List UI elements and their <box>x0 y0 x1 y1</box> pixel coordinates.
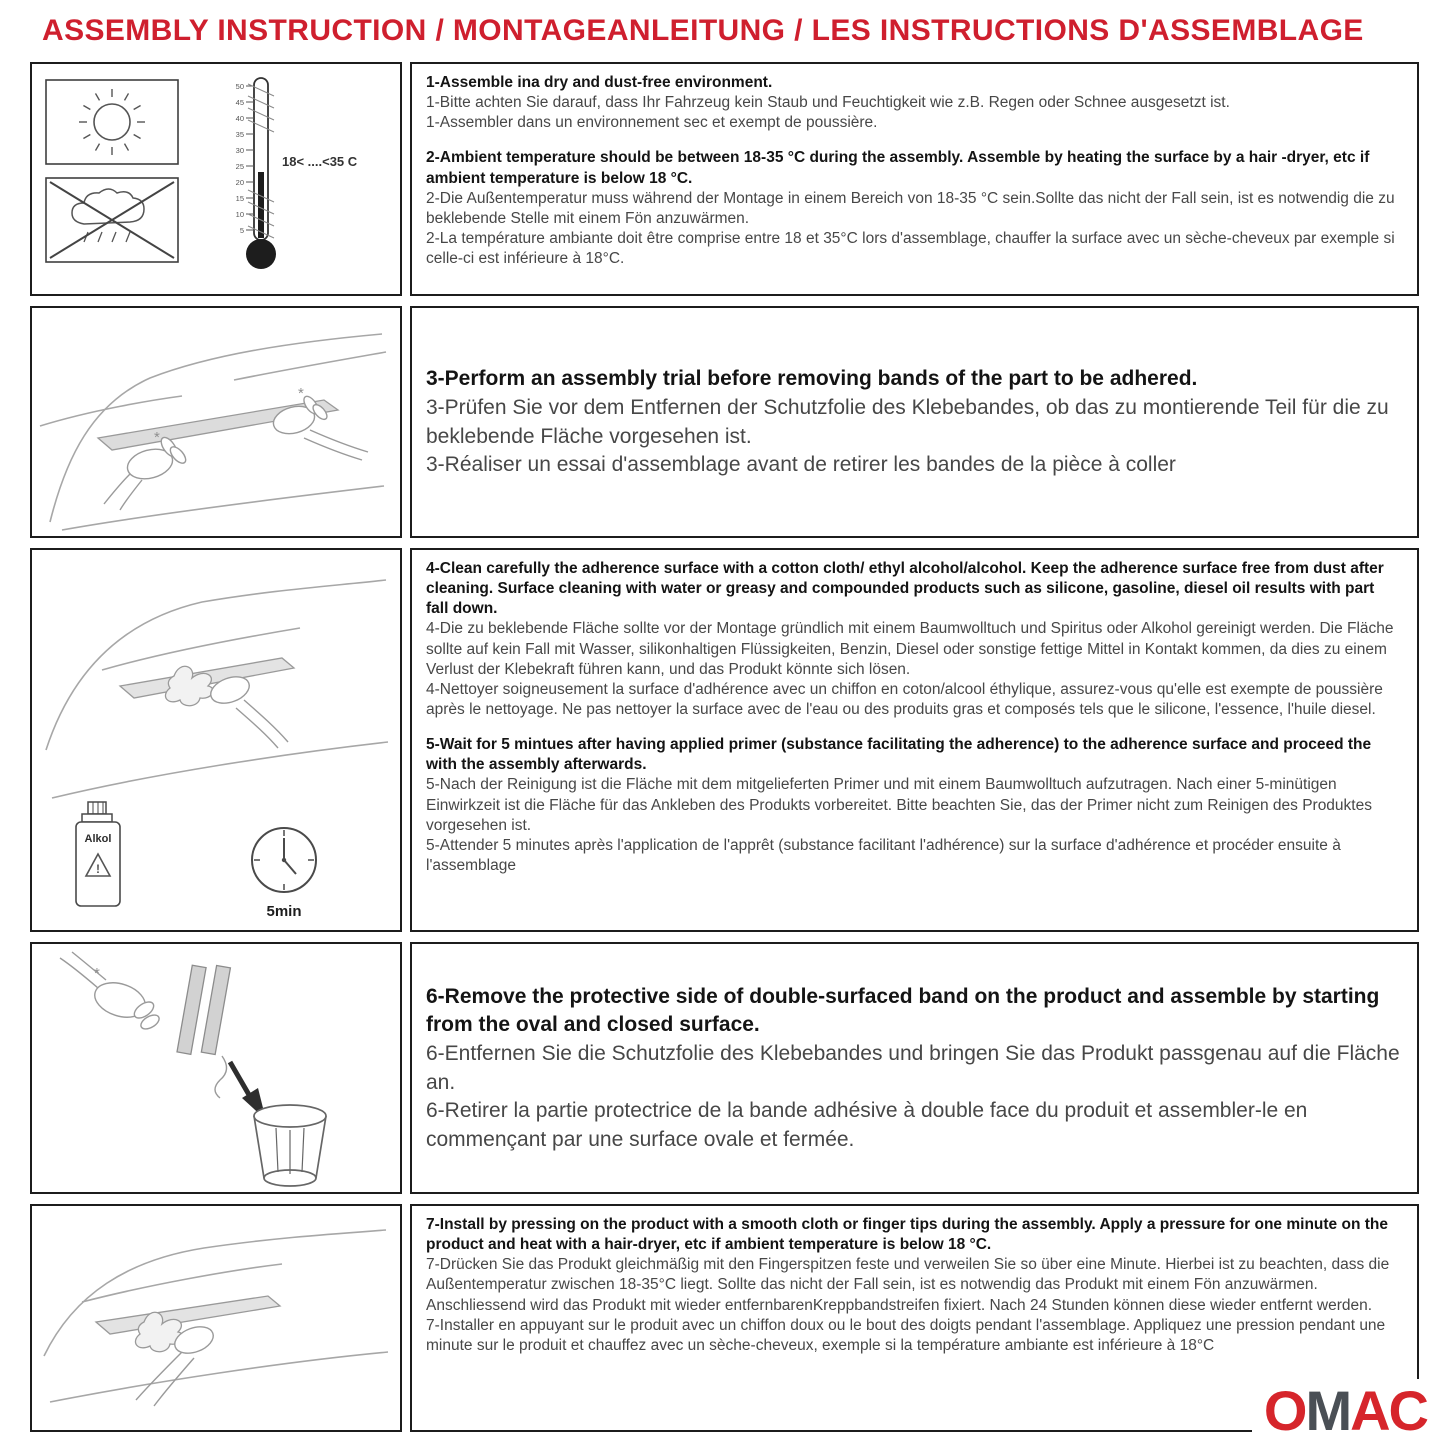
instruction-1-de: 1-Bitte achten Sie darauf, dass Ihr Fahrzeug kein Staub und Feuchtigkeit wie z.B. Regen oder Schnee ausgesetzt ist. <box>426 94 1230 112</box>
logo-letter-o: O <box>1263 1379 1306 1442</box>
svg-text:50: 50 <box>235 82 244 91</box>
step-row-7 <box>30 1204 1419 1432</box>
logo-letter-m: M <box>1305 1379 1351 1442</box>
instruction-2-en: 2-Ambient temperature should be between 18-35 °C during the assembly. Assemble by heating the surface by a hair -dryer, etc if ambient temperature is below 18 °C. <box>426 149 1370 187</box>
logo-letter-a: A <box>1350 1379 1389 1442</box>
instruction-4-fr: 4-Nettoyer soigneusement la surface d'adhérence avec un chiffon en coton/alcool éthylique, assurez-vous qu'elle est exempte de poussière après le nettoyage. Ne pas nettoyer la surface avec de l'eau ou des produits gras et composés tels que le silicone, l'essence, l'huile diesel. <box>426 680 1383 718</box>
svg-text:15: 15 <box>235 194 244 203</box>
press-install-svg <box>32 1206 400 1430</box>
wait-time-label: 5min <box>266 903 302 920</box>
instruction-3-fr: 3-Réaliser un essai d'assemblage avant de retirer les bandes de la pièce à coller <box>426 453 1176 477</box>
sparkle-mark: * <box>94 965 100 982</box>
instruction-2-fr: 2-La température ambiante doit être comprise entre 18 et 35°C lors d'assemblage, chauffer la surface avec un sèche-cheveux par exemple si celle-ci est inférieure à 18°C. <box>426 229 1395 268</box>
instruction-block-1 <box>426 73 1401 133</box>
cleaning-illustration <box>30 548 402 932</box>
instruction-block-5 <box>426 735 1401 876</box>
instruction-7-fr: 7-Installer en appuyant sur le produit avec un chiffon doux ou le bout des doigts pendant l'assemblage. Appliquez une pression pendant une minute sur le produit et chauffez avec un sèche-cheveux, exemple si la température ambiante est inférieure à 18°C <box>426 1316 1386 1354</box>
trash-can-icon <box>254 1105 326 1186</box>
band-removal-illustration <box>30 942 402 1194</box>
instructions-steps-4-5 <box>410 548 1419 932</box>
instruction-5-en: 5-Wait for 5 mintues after having applied primer (substance facilitating the adherence) to the adherence surface and proceed the with the assembly afterwards. <box>426 736 1372 774</box>
instruction-block-4 <box>426 559 1401 720</box>
alcohol-bottle-label: Alkol <box>84 833 112 845</box>
svg-text:45: 45 <box>235 98 244 107</box>
step-rows <box>30 62 1419 1432</box>
page-title: ASSEMBLY INSTRUCTION / MONTAGEANLEITUNG / LES INSTRUCTIONS D'ASSEMBLAGE <box>42 14 1364 47</box>
instructions-steps-1-2 <box>410 62 1419 296</box>
peeled-film <box>215 1056 227 1098</box>
instruction-4-en: 4-Clean carefully the adherence surface with a cotton cloth/ ethyl alcohol/alcohol. Keep the adherence surface free from dust after cleaning. Surface cleaning with water or greasy and compounded products such as silicone, gasoline, diesel oil results with part fall down. <box>426 560 1384 618</box>
instruction-7-de: 7-Drücken Sie das Produkt gleichmäßig mit den Fingerspitzen feste und verweilen Sie so über eine Minute. Hierbei ist zu beachten, dass die Außentemperatur zwischen 18-35°C liegt. Sollte das nicht der Fall sein, ist es notwendig das Produkt mit einem Fön anzuwärmen. Anschliessend wird das Produkt mit wieder entfernbarenKreppbandstreifen fixiert. Nach 24 Stunden können diese wieder entfernt werden. <box>426 1256 1390 1314</box>
instruction-4-de: 4-Die zu beklebende Fläche sollte vor der Montage gründlich mit einem Baumwolltuch und Spiritus oder Alkohol gereinigt werden. Die Fläche sollte auf kein Fall mit Wasser, silikonhaltigen Flüssigkeiten, Benzin, Diesel oder sonstige fettige Mittel in Kontakt kommen, da dies zu einem Verlust der Klebekraft führen kann, und das Produkt könnte sich lösen. <box>426 620 1394 678</box>
instruction-7-en: 7-Install by pressing on the product with a smooth cloth or finger tips during the assembly. Apply a pressure for one minute on the product and heat with a hair-dryer, etc if ambient temperature is below 18 °C. <box>426 1216 1388 1254</box>
trim-strip <box>96 1296 280 1334</box>
cleaning-illustration-svg <box>32 550 400 930</box>
instructions-step-3 <box>410 306 1419 538</box>
instruction-block-7 <box>426 1215 1401 1356</box>
omac-logo <box>1252 1379 1429 1443</box>
svg-text:25: 25 <box>235 162 244 171</box>
instruction-2-de: 2-Die Außentemperatur muss während der Montage in einem Bereich von 18-35 °C sein.Sollte das nicht der Fall sein, ist es notwendig die zu beklebende Stelle mit einem Fön anzuwärmen. <box>426 189 1395 227</box>
instruction-6-fr: 6-Retirer la partie protectrice de la bande adhésive à double face du produit et assembler-le en commençant par une surface ovale et fermée. <box>426 1099 1308 1151</box>
instruction-3-de: 3-Prüfen Sie vor dem Entfernen der Schutzfolie des Klebebandes, ob das zu montierende Teil für die zu beklebende Fläche vorgesehen ist. <box>426 395 1389 448</box>
svg-text:35: 35 <box>235 130 244 139</box>
instruction-3-en: 3-Perform an assembly trial before removing bands of the part to be adhered. <box>426 367 1198 391</box>
climate-illustration-svg <box>32 64 400 294</box>
svg-text:20: 20 <box>235 178 244 187</box>
door-sill-trial-svg <box>32 308 400 536</box>
logo-letter-c: C <box>1388 1379 1427 1442</box>
instruction-block-2 <box>426 148 1401 269</box>
instruction-5-fr: 5-Attender 5 minutes après l'application de l'apprêt (substance facilitant l'adhérence) sur la surface d'adhérence et procéder ensuite à l'assemblage <box>426 836 1341 874</box>
step-row-3 <box>30 306 1419 538</box>
svg-text:10: 10 <box>235 210 244 219</box>
instructions-step-6 <box>410 942 1419 1194</box>
temperature-range-label: 18< ....<35 C <box>282 154 358 169</box>
instruction-5-de: 5-Nach der Reinigung ist die Fläche mit dem mitgelieferten Primer und mit einem Baumwolltuch aufzutragen. Nach einer 5-minütigen Einwirkzeit ist die Fläche für das Ankleben des Produkts vorbereitet. Bitte beachten Sie, das der Primer nicht zum Reinigen des Produktes vorgesehen ist. <box>426 776 1372 834</box>
sparkle-mark: * <box>298 385 304 402</box>
alcohol-bottle-icon <box>76 802 120 906</box>
instruction-6-de: 6-Entfernen Sie die Schutzfolie des Klebebandes und bringen Sie das Produkt passgenau auf die Fläche an. <box>426 1041 1400 1094</box>
instruction-6-en: 6-Remove the protective side of double-surfaced band on the product and assemble by starting from the oval and closed surface. <box>426 984 1380 1037</box>
instruction-block-6 <box>426 983 1401 1154</box>
instruction-1-fr: 1-Assembler dans un environnement sec et exempt de poussière. <box>426 114 878 132</box>
climate-illustration <box>30 62 402 296</box>
no-rain-icon <box>46 178 178 262</box>
instruction-1-en: 1-Assemble ina dry and dust-free environment. <box>426 74 773 91</box>
press-install-illustration <box>30 1204 402 1432</box>
step-row-4-5 <box>30 548 1419 932</box>
clock-icon <box>252 828 316 920</box>
door-sill-trial-illustration <box>30 306 402 538</box>
band-removal-svg <box>32 944 400 1192</box>
sun-icon <box>46 80 178 164</box>
cleaning-hand-icon <box>207 672 288 748</box>
adhesive-bands <box>177 961 230 1058</box>
step-row-1-2 <box>30 62 1419 296</box>
holding-hand-icon <box>60 952 161 1032</box>
svg-text:30: 30 <box>235 146 244 155</box>
thermometer-icon <box>236 78 358 269</box>
svg-text:40: 40 <box>235 114 244 123</box>
step-row-6 <box>30 942 1419 1194</box>
svg-text:5: 5 <box>239 226 244 235</box>
sparkle-mark: * <box>154 429 160 446</box>
instruction-block-3 <box>426 365 1401 479</box>
warning-mark: ! <box>96 862 100 876</box>
